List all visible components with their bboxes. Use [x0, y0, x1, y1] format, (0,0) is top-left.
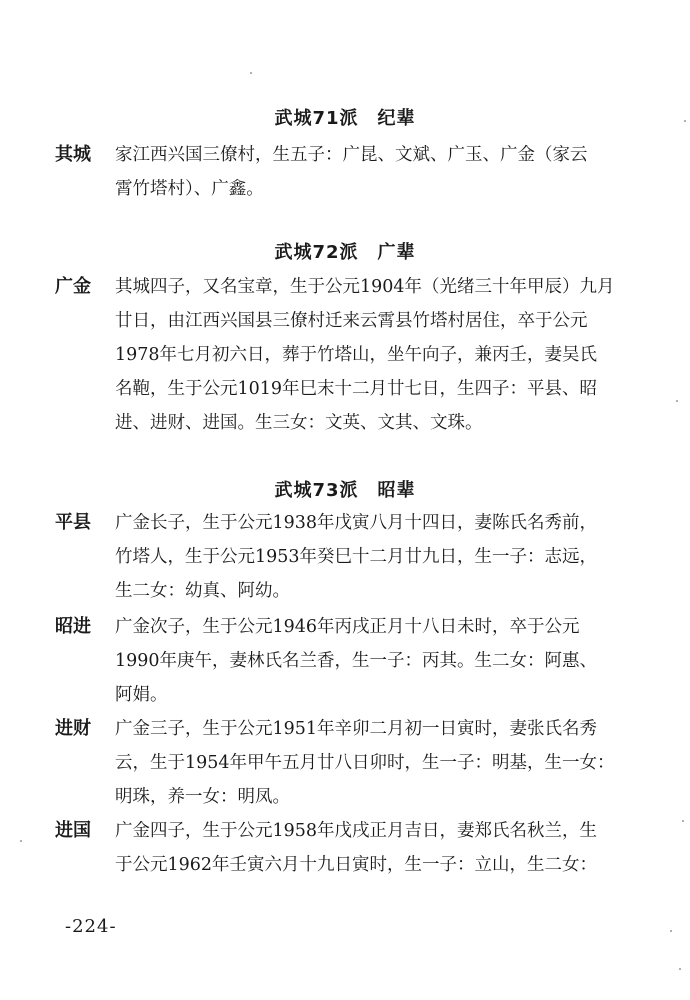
- entry-body: [115, 610, 640, 712]
- entry-body: [115, 814, 640, 882]
- entry-line: 于公元1962年壬寅六月十九日寅时，生一子：立山，生二女：: [115, 855, 598, 875]
- entry-name: 进财: [55, 718, 91, 739]
- entry-line: 广金长子，生于公元1938年戊寅八月十四日，妻陈氏名秀前，: [115, 513, 598, 533]
- entry-pingxian: [55, 506, 645, 608]
- entry-name: 广金: [55, 276, 91, 297]
- entry-line: 家江西兴国三僚村，生五子：广昆、文斌、广玉、广金（家云: [115, 145, 588, 165]
- entry-zhaojin: [55, 610, 645, 712]
- entry-name: 昭进: [55, 616, 91, 637]
- entry-jincai: [55, 712, 645, 814]
- section-heading-72: 武城72派 广辈: [274, 242, 416, 263]
- entry-line: 名鞄，生于公元1019年巳末十二月廿七日，生四子：平县、昭: [115, 379, 598, 399]
- entry-qicheng: [55, 138, 645, 206]
- entry-body: [115, 138, 640, 206]
- section-heading-73: 武城73派 昭辈: [274, 480, 416, 501]
- entry-name: 其城: [55, 144, 91, 165]
- entry-name: 进国: [55, 820, 91, 841]
- entry-line: 广金四子，生于公元1958年戊戌正月吉日，妻郑氏名秋兰，生: [115, 821, 598, 841]
- entry-line: 广金三子，生于公元1951年辛卯二月初一日寅时，妻张氏名秀: [115, 719, 598, 739]
- entry-line: 1990年庚午，妻林氏名兰香，生一子：丙其。生二女：阿惠、: [115, 651, 598, 671]
- entry-line: 广金次子，生于公元1946年丙戌正月十八日未时，卒于公元: [115, 617, 580, 637]
- entry-line: 1978年七月初六日，葬于竹塔山，坐午向子，兼丙壬，妻吴氏: [115, 345, 598, 365]
- entry-line: 生二女：幼真、阿幼。: [115, 581, 290, 601]
- entry-line: 进、进财、进国。生三女：文英、文其、文珠。: [115, 413, 483, 433]
- entry-line: 廿日，由江西兴国县三僚村迁来云霄县竹塔村居住，卒于公元: [115, 311, 588, 331]
- entry-line: 云，生于1954年甲午五月廿八日卯时，生一子：明基，生一女：: [115, 753, 615, 773]
- entry-name: 平县: [55, 512, 91, 533]
- page-number: -224-: [65, 916, 117, 937]
- entry-line: 明珠，养一女：明凤。: [115, 787, 290, 807]
- entry-body: [115, 712, 640, 814]
- entry-jinguo: [55, 814, 645, 882]
- entry-line: 其城四子，又名宝章，生于公元1904年（光绪三十年甲辰）九月: [115, 277, 615, 297]
- entry-line: 霄竹塔村）、广鑫。: [115, 179, 264, 199]
- entry-line: 阿娟。: [115, 685, 168, 705]
- entry-body: [115, 506, 640, 608]
- entry-body: [115, 270, 640, 440]
- entry-guangjin: [55, 270, 645, 440]
- section-heading-71: 武城71派 纪辈: [274, 108, 416, 129]
- entry-line: 竹塔人，生于公元1953年癸巳十二月廿九日，生一子：志远，: [115, 547, 598, 567]
